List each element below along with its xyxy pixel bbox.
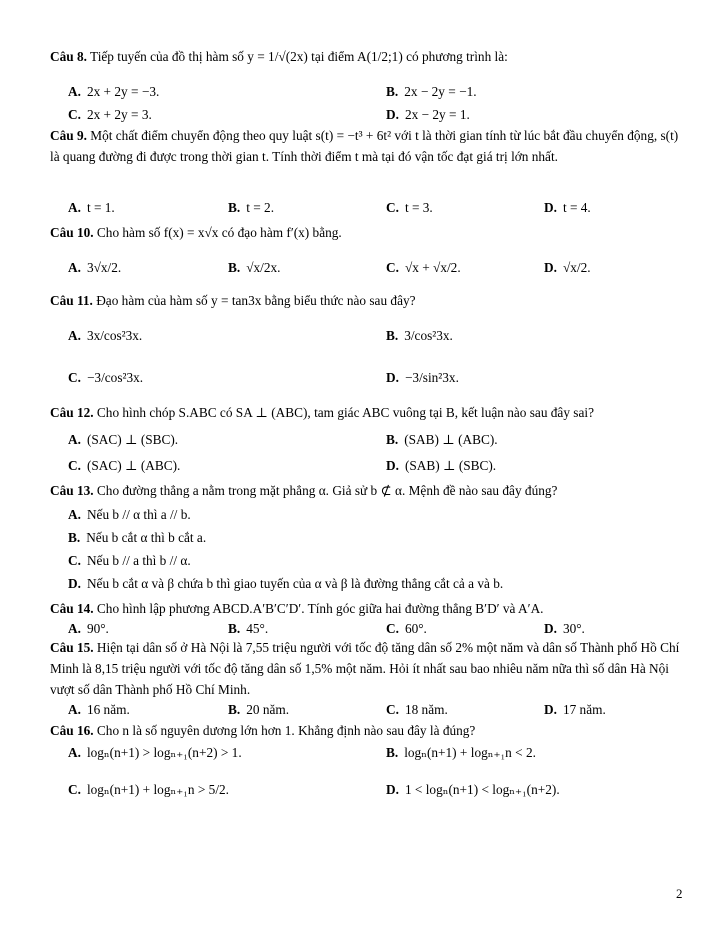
question-stem: Cho đường thẳng a nằm trong mặt phẳng α. Giả sử b ⊄ α. Mệnh đề nào sau đây đúng? (96, 483, 558, 498)
option-a[interactable]: A. 2x + 2y = −3. (68, 84, 160, 99)
option-a[interactable]: A. 3x/cos²3x. (68, 328, 143, 343)
question-8 (50, 46, 690, 67)
question-11 (50, 290, 690, 311)
question-stem: Đạo hàm của hàm số y = tan3x bằng biểu thức nào sau đây? (96, 293, 416, 308)
option-b[interactable]: B. t = 2. (228, 200, 275, 215)
question-stem: Tiếp tuyến của đồ thị hàm số y = 1/√(2x) tại điểm A(1/2;1) có phương trình là: (90, 49, 508, 64)
question-number: Câu 9. (50, 128, 87, 143)
question-number: Câu 11. (50, 293, 93, 308)
option-c[interactable]: C. 18 năm. (386, 702, 448, 717)
option-d[interactable]: D. 1 < logₙ(n+1) < logₙ₊₁(n+2). (386, 782, 560, 797)
option-c[interactable]: C. −3/cos²3x. (68, 370, 144, 385)
option-c[interactable]: C. 2x + 2y = 3. (68, 107, 152, 122)
option-d[interactable]: D. √x/2. (544, 260, 591, 275)
question-9 (50, 125, 690, 167)
option-a[interactable]: A. 16 năm. (68, 702, 130, 717)
option-b[interactable]: B. Nếu b cắt α thì b cắt a. (68, 530, 207, 545)
option-c[interactable]: C. t = 3. (386, 200, 433, 215)
option-d[interactable]: D. (SAB) ⊥ (SBC). (386, 458, 497, 473)
option-b[interactable]: B. √x/2x. (228, 260, 281, 275)
question-number: Câu 10. (50, 225, 94, 240)
option-a[interactable]: A. 90°. (68, 621, 109, 636)
question-15 (50, 637, 690, 700)
option-c[interactable]: C. logₙ(n+1) + logₙ₊₁n > 5/2. (68, 782, 229, 797)
option-a[interactable]: A. Nếu b // α thì a // b. (68, 507, 191, 522)
option-d[interactable]: D. −3/sin²3x. (386, 370, 459, 385)
option-a[interactable]: A. 3√x/2. (68, 260, 122, 275)
option-b[interactable]: B. 2x − 2y = −1. (386, 84, 477, 99)
option-c[interactable]: C. (SAC) ⊥ (ABC). (68, 458, 181, 473)
option-b[interactable]: B. 45°. (228, 621, 269, 636)
question-number: Câu 8. (50, 49, 87, 64)
option-b[interactable]: B. 3/cos²3x. (386, 328, 453, 343)
page-number: 2 (676, 886, 683, 901)
question-number: Câu 15. (50, 640, 94, 655)
option-a[interactable]: A. t = 1. (68, 200, 115, 215)
question-stem: Cho hình lập phương ABCD.A′B′C′D′. Tính góc giữa hai đường thẳng B′D′ và A′A. (96, 601, 544, 616)
option-b[interactable]: B. (SAB) ⊥ (ABC). (386, 432, 498, 447)
question-stem: Một chất điểm chuyển động theo quy luật s(t) = −t³ + 6t² với t là thời gian tính từ lúc bắt đầu chuyển động, s(t) là quang đường đi được trong thời gian t. Tính thời điểm t mà tại đó vận tốc đạt giá trị lớn nhất. (50, 128, 679, 164)
question-number: Câu 12. (50, 405, 94, 420)
question-stem: Cho hình chóp S.ABC có SA ⊥ (ABC), tam giác ABC vuông tại B, kết luận nào sau đây sai? (96, 405, 594, 420)
question-16 (50, 720, 690, 741)
option-c[interactable]: C. Nếu b // a thì b // α. (68, 553, 191, 568)
option-b[interactable]: B. 20 năm. (228, 702, 290, 717)
option-d[interactable]: D. t = 4. (544, 200, 591, 215)
option-a[interactable]: A. logₙ(n+1) > logₙ₊₁(n+2) > 1. (68, 745, 242, 760)
option-d[interactable]: D. 2x − 2y = 1. (386, 107, 470, 122)
question-stem: Hiện tại dân số ở Hà Nội là 7,55 triệu người với tốc độ tăng dân số 2% một năm và dân số Thành phố Hồ Chí Minh là 8,15 triệu người với tốc độ tăng dân số 1,5% một năm. Hỏi ít nhất sau bao nhiêu năm nữa thì số dân Hà Nội vượt số dân Thành phố Hồ Chí Minh. (50, 640, 680, 697)
option-d[interactable]: D. 30°. (544, 621, 585, 636)
question-number: Câu 16. (50, 723, 94, 738)
question-number: Câu 13. (50, 483, 94, 498)
question-13 (50, 480, 690, 501)
question-12 (50, 402, 690, 423)
option-c[interactable]: C. 60°. (386, 621, 427, 636)
option-a[interactable]: A. (SAC) ⊥ (SBC). (68, 432, 179, 447)
question-stem: Cho n là số nguyên dương lớn hơn 1. Khẳng định nào sau đây là đúng? (96, 723, 476, 738)
option-c[interactable]: C. √x + √x/2. (386, 260, 461, 275)
option-d[interactable]: D. 17 năm. (544, 702, 606, 717)
question-14 (50, 598, 690, 619)
option-d[interactable]: D. Nếu b cắt α và β chứa b thì giao tuyến của α và β là đường thẳng cắt cả a và b. (68, 576, 504, 591)
question-number: Câu 14. (50, 601, 94, 616)
question-stem: Cho hàm số f(x) = x√x có đạo hàm f′(x) bằng. (96, 225, 342, 240)
question-10 (50, 222, 690, 243)
option-b[interactable]: B. logₙ(n+1) + logₙ₊₁n < 2. (386, 745, 536, 760)
